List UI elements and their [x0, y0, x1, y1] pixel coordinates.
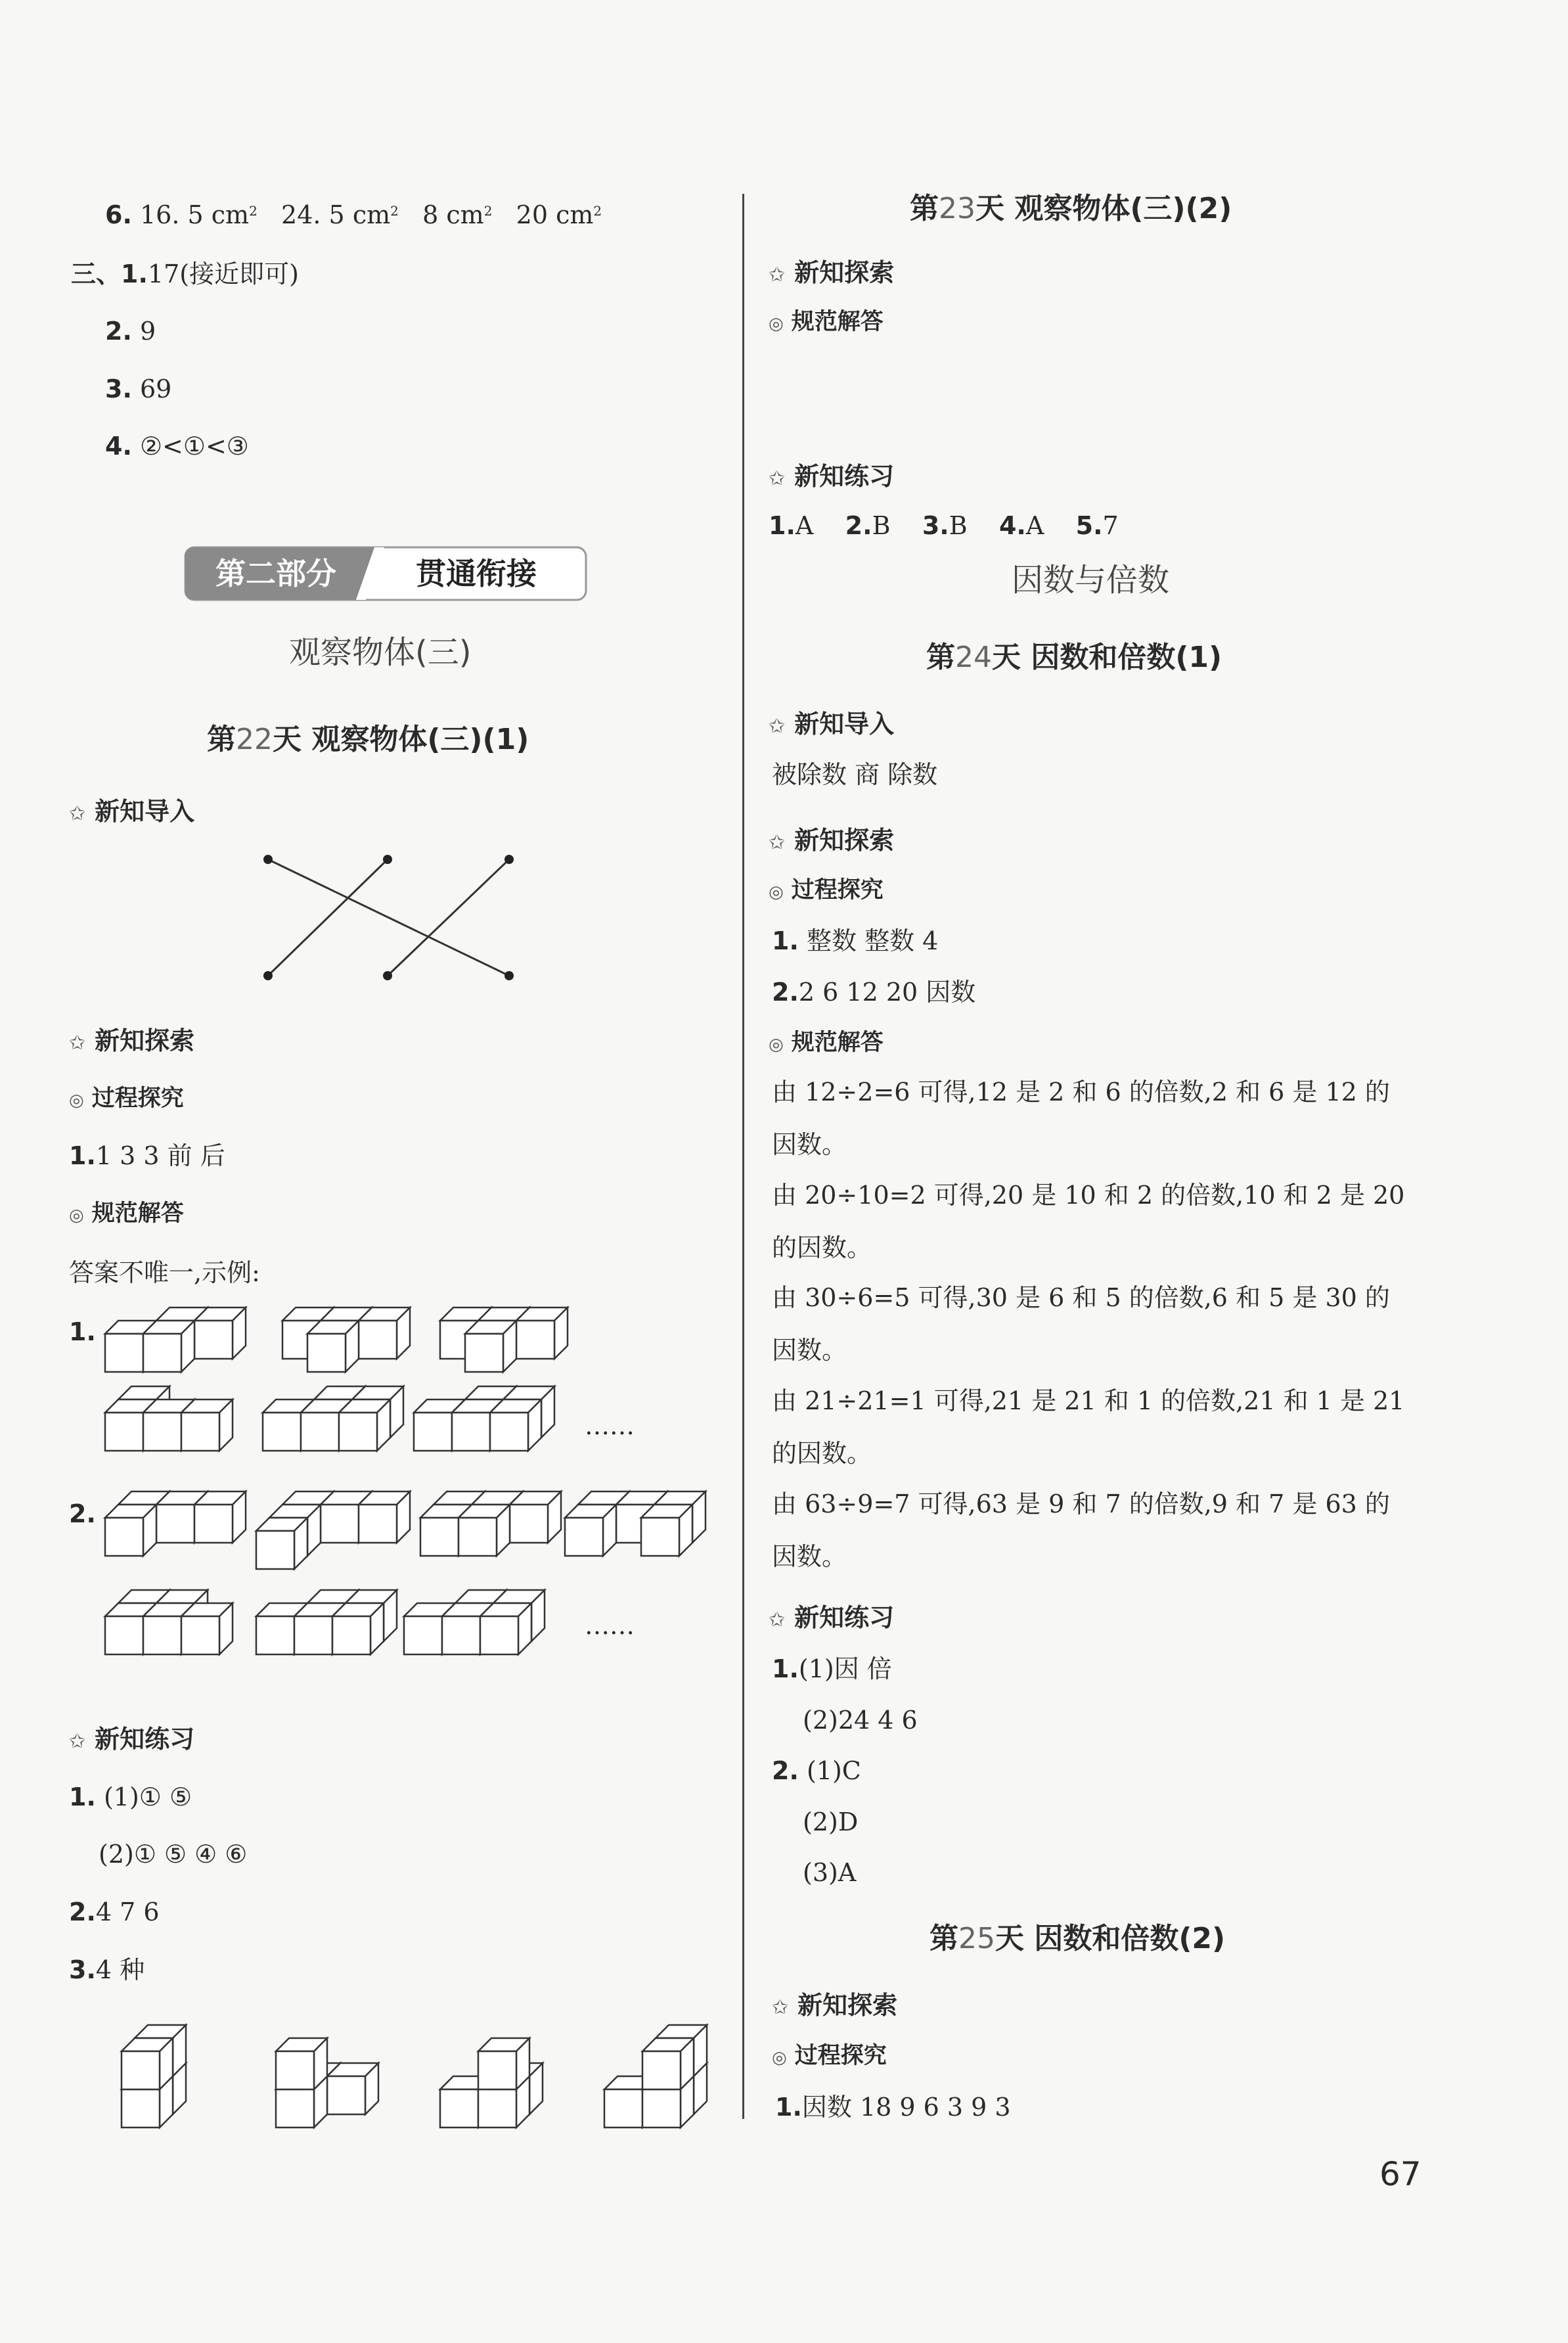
cube-figure	[263, 1386, 403, 1451]
section-explore: ✩ 新知探索	[772, 1991, 898, 2020]
cube-figure	[105, 1590, 233, 1654]
process-answer-2: 2.2 6 12 20 因数	[772, 978, 976, 1007]
circle-icon: ◎	[769, 1035, 784, 1055]
day-25-title: 第25天 因数和倍数(2)	[930, 1922, 1226, 1955]
answer-line-6: 6. 16. 5 $cm^2$ 24. 5 $cm^2$ 8 $cm^2$ 20 $cm^2$	[105, 200, 602, 229]
section-intro: ✩ 新知导入	[69, 797, 195, 826]
answer-line: 由 12÷2=6 可得,12 是 2 和 6 的倍数,2 和 6 是 12 的	[772, 1078, 1390, 1106]
star-icon: ✩	[769, 831, 786, 854]
star-icon: ✩	[69, 1730, 86, 1753]
cube-figure	[404, 1590, 545, 1654]
practice-1b: (2)① ⑤ ④ ⑥	[99, 1840, 248, 1869]
subsection-process: ◎ 过程探究	[769, 877, 884, 903]
practice-1a: 1. (1)① ⑤	[69, 1783, 192, 1811]
practice-24-1b: (2)24 4 6	[803, 1706, 918, 1735]
practice-24-2c: (3)A	[803, 1858, 857, 1887]
unit-title-observe: 观察物体(三)	[289, 634, 472, 671]
answer-line: 因数。	[772, 1130, 847, 1159]
section-practice: ✩ 新知练习	[69, 1725, 195, 1754]
practice-2: 2.4 7 6	[69, 1898, 160, 1926]
subsection-answer: ◎ 规范解答	[769, 309, 884, 335]
section-explore: ✩ 新知探索	[69, 1026, 195, 1055]
practice-24-2a: 2. (1)C	[772, 1756, 861, 1785]
day-24-title: 第24天 因数和倍数(1)	[926, 641, 1222, 674]
answer-line: 由 21÷21=1 可得,21 是 21 和 1 的倍数,21 和 1 是 21	[772, 1386, 1405, 1415]
section-practice: ✩ 新知练习	[769, 462, 895, 491]
section-practice: ✩ 新知练习	[769, 1603, 895, 1632]
answer-line-3-4: 4. ②<①<③	[105, 432, 249, 461]
day-23-title: 第23天 观察物体(三)(2)	[910, 192, 1232, 225]
answer-line-3-1: 三、1.17(接近即可)	[71, 260, 299, 288]
cube-figure	[105, 1491, 246, 1556]
subsection-process: ◎ 过程探究	[772, 2043, 887, 2069]
banner-left-text: 第二部分	[215, 556, 336, 591]
star-icon: ✩	[769, 467, 786, 490]
answer-line: 由 30÷6=5 可得,30 是 6 和 5 的倍数,6 和 5 是 30 的	[772, 1283, 1390, 1312]
cube-figure	[105, 1308, 246, 1372]
answer-line-3-3: 3. 69	[105, 375, 172, 403]
circle-icon: ◎	[69, 1206, 84, 1225]
ellipsis: ……	[585, 1411, 635, 1440]
circle-icon: ◎	[769, 882, 784, 902]
figure-1-label: 1.	[69, 1317, 96, 1346]
star-icon: ✩	[69, 1032, 86, 1055]
answer-line: 的因数。	[772, 1233, 872, 1262]
star-icon: ✩	[769, 1608, 786, 1631]
cube-figure	[440, 1308, 568, 1372]
star-icon: ✩	[772, 1996, 789, 2019]
star-icon: ✩	[769, 263, 786, 286]
process-answer-1: 1.1 3 3 前 后	[69, 1141, 225, 1170]
banner-right-text: 贯通衔接	[416, 556, 537, 591]
day-22-title: 第22天 观察物体(三)(1)	[207, 723, 529, 756]
circle-icon: ◎	[69, 1091, 84, 1110]
unit-title-factors: 因数与倍数	[1012, 562, 1170, 599]
practice-24-2b: (2)D	[803, 1808, 859, 1836]
cube-figure	[276, 2038, 378, 2127]
figure-2-label: 2.	[69, 1499, 96, 1528]
cube-figure	[604, 2025, 707, 2127]
practice-23-answers: 1.A 2.B 3.B 4.A 5.7	[769, 511, 1119, 540]
subsection-answer: ◎ 规范解答	[69, 1200, 184, 1227]
page-number: 67	[1379, 2155, 1422, 2193]
star-icon: ✩	[769, 715, 786, 738]
cube-figure	[420, 1491, 561, 1556]
cube-figure	[565, 1491, 706, 1556]
process-answer-1: 1. 整数 整数 4	[772, 926, 939, 955]
answer-line: 因数。	[772, 1542, 847, 1571]
circle-icon: ◎	[772, 2048, 787, 2068]
cube-figure	[256, 1590, 397, 1654]
subsection-answer: ◎ 规范解答	[769, 1030, 884, 1056]
subsection-process: ◎ 过程探究	[69, 1085, 184, 1112]
area-values: 16. 5 $cm^2$ 24. 5 $cm^2$ 8 $cm^2$ 20 $cm^2$	[139, 200, 602, 229]
section-intro: ✩ 新知导入	[769, 710, 895, 739]
cube-figure	[282, 1308, 410, 1372]
cube-figure	[256, 1491, 410, 1569]
answer-line: 由 63÷9=7 可得,63 是 9 和 7 的倍数,9 和 7 是 63 的	[772, 1490, 1390, 1518]
intro-text: 被除数 商 除数	[772, 760, 938, 789]
practice-24-1a: 1.(1)因 倍	[772, 1654, 892, 1683]
answer-line: 的因数。	[772, 1439, 872, 1468]
column-divider	[742, 194, 744, 2119]
section-explore: ✩ 新知探索	[769, 826, 895, 855]
answer-line-3-2: 2. 9	[105, 317, 156, 346]
answer-line: 因数。	[772, 1336, 847, 1365]
circle-icon: ◎	[769, 314, 784, 334]
process-answer-1: 1.因数 18 9 6 3 9 3	[775, 2093, 1011, 2122]
practice-3: 3.4 种	[69, 1955, 145, 1984]
ellipsis: ……	[585, 1611, 635, 1640]
cube-figure	[440, 2038, 543, 2127]
cube-figure	[105, 1386, 233, 1451]
cube-figure	[122, 2025, 186, 2127]
star-icon: ✩	[69, 802, 86, 825]
section-explore: ✩ 新知探索	[769, 258, 895, 287]
cube-figures	[0, 0, 736, 2343]
answer-note: 答案不唯一,示例:	[69, 1258, 260, 1287]
cube-figure	[414, 1386, 554, 1451]
answer-line: 由 20÷10=2 可得,20 是 10 和 2 的倍数,10 和 2 是 20	[772, 1181, 1405, 1210]
